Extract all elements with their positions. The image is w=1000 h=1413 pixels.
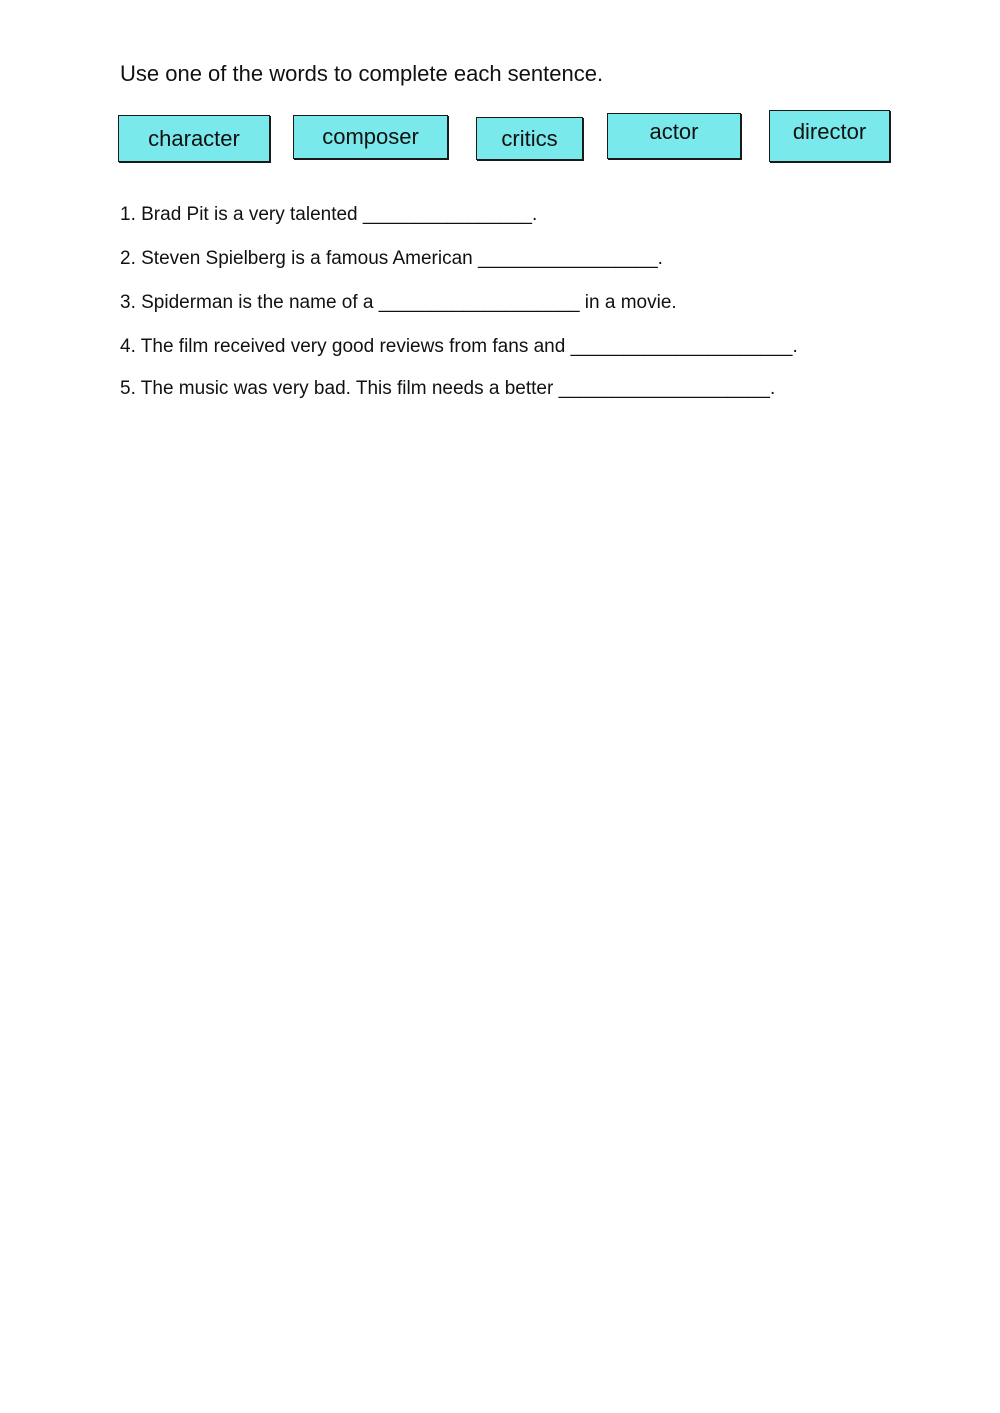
sentence-1[interactable]: 1. Brad Pit is a very talented ________________. (120, 204, 538, 225)
word-chip-critics[interactable] (476, 117, 583, 160)
word-chip-label: actor (649, 119, 699, 144)
word-chip-character[interactable] (118, 115, 270, 162)
instruction-text: Use one of the words to complete each sentence. (120, 61, 604, 86)
word-chip-composer[interactable] (293, 115, 448, 159)
word-chip-label: director (792, 119, 867, 144)
word-chip-label: critics (501, 125, 558, 151)
sentence-2[interactable]: 2. Steven Spielberg is a famous American _________________. (120, 248, 663, 269)
sentence-5[interactable]: 5. The music was very bad. This film needs a better ____________________. (120, 378, 776, 399)
word-chip-label: composer (322, 124, 419, 149)
sentence-4[interactable]: 4. The film received very good reviews from fans and _____________________. (120, 336, 798, 357)
word-chip-label: character (148, 125, 240, 151)
word-chip-actor[interactable] (607, 113, 741, 159)
word-chip-director[interactable] (769, 110, 890, 162)
sentence-3[interactable]: 3. Spiderman is the name of a ___________________ in a movie. (120, 292, 677, 313)
